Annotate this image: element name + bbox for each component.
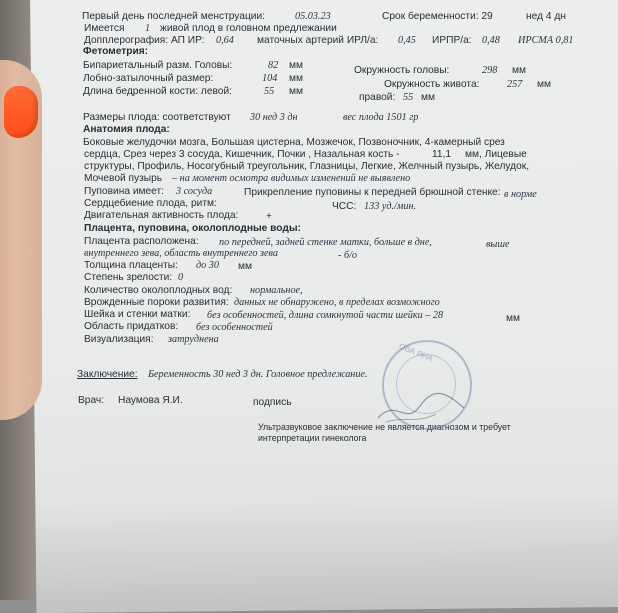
fl-left-unit: мм bbox=[289, 86, 304, 97]
stamp-text: ОВА ЯНА bbox=[397, 341, 435, 364]
thickness-label: Толщина плаценты: bbox=[84, 260, 178, 271]
fl-right-value: 55 bbox=[403, 92, 414, 103]
fluid-label: Количество околоплодных вод: bbox=[84, 285, 233, 296]
nasal-bone-unit: мм, Лицевые bbox=[465, 149, 527, 160]
bpd-label: Бипариетальный разм. Головы: bbox=[83, 60, 233, 71]
nasal-bone-value: 11,1 bbox=[432, 149, 452, 160]
doppler-irl-value: 0,45 bbox=[398, 35, 416, 46]
fetometry-title: Фетометрия: bbox=[83, 46, 149, 57]
hc-value: 298 bbox=[482, 65, 498, 76]
anatomy-title: Анатомия плода: bbox=[83, 124, 170, 135]
fl-label: Длина бедренной кости: левой: bbox=[83, 86, 232, 97]
anatomy-line-4-label: Мочевой пузырь bbox=[84, 173, 163, 184]
thickness-value: до 30 bbox=[196, 260, 219, 271]
bpd-value: 82 bbox=[268, 60, 279, 71]
cervix-unit: мм bbox=[506, 313, 521, 324]
ofd-unit: мм bbox=[289, 73, 304, 84]
hc-label: Окружность головы: bbox=[354, 65, 450, 76]
heart-label: Сердцебиение плода, ритм: bbox=[84, 198, 217, 209]
placenta-location-value-3: внутреннего зева, область внутреннего зева bbox=[84, 248, 278, 259]
ofd-label: Лобно-затылочный размер: bbox=[83, 73, 214, 84]
motor-value: + bbox=[266, 211, 272, 222]
placenta-location-value-4: - б/о bbox=[338, 250, 357, 261]
doppler-label: Допплерография: АП ИР: bbox=[84, 35, 205, 46]
weight-value: вес плода 1501 гр bbox=[343, 112, 419, 123]
doppler-irsma: ИРСМА 0,81 bbox=[518, 35, 574, 46]
doctor-name: Наумова Я.И. bbox=[118, 395, 183, 406]
doctor-signature bbox=[376, 388, 466, 428]
gest-age-label: Срок беременности: 29 bbox=[382, 11, 493, 22]
cord-label: Пуповина имеет: bbox=[84, 186, 165, 197]
fluid-value: нормальное, bbox=[250, 285, 303, 296]
maturity-label: Степень зрелости: bbox=[84, 272, 173, 283]
placenta-location-value: по передней, задней стенке матки, больше в дне, bbox=[219, 237, 432, 248]
hc-unit: мм bbox=[512, 65, 527, 76]
thickness-unit: мм bbox=[238, 261, 253, 272]
cord-value: 3 сосуда bbox=[176, 186, 213, 197]
fl-right-unit: мм bbox=[421, 92, 436, 103]
fetus-present-label: Имеется bbox=[84, 23, 125, 34]
lmp-label: Первый день последней менструации: bbox=[82, 11, 266, 22]
doppler-irpr-value: 0,48 bbox=[482, 35, 500, 46]
adnexa-label: Область придатков: bbox=[84, 321, 179, 332]
lmp-value: 05.03.23 bbox=[295, 11, 331, 22]
anatomy-line-3: структуры, Профиль, Носогубный треугольник, Глазницы, Легкие, Желчный пузырь, Желудок, bbox=[84, 161, 530, 172]
hr-label: ЧСС: bbox=[332, 201, 357, 212]
doppler-uterine-label: маточных артерий ИРЛ/а: bbox=[257, 35, 379, 46]
ac-value: 257 bbox=[507, 79, 523, 90]
anatomy-line-1: Боковые желудочки мозга, Большая цистерна, Мозжечок, Позвоночник, 4-камерный срез bbox=[83, 137, 505, 148]
fingernail bbox=[4, 86, 38, 138]
fetus-present-text: живой плод в головном предлежании bbox=[160, 23, 337, 34]
visualization-value: затруднена bbox=[168, 334, 219, 345]
doctor-label: Врач: bbox=[78, 395, 105, 406]
disclaimer-line-2: интерпретации гинеколога bbox=[258, 433, 367, 443]
doppler-irpr-label: ИРПР/а: bbox=[432, 35, 472, 46]
placenta-location-label: Плацента расположена: bbox=[84, 236, 199, 247]
anatomy-line-4-note: – на момент осмотра видимых изменений не выявлено bbox=[172, 173, 411, 184]
fl-left-value: 55 bbox=[264, 86, 275, 97]
gest-age-unit: нед 4 дн bbox=[526, 11, 566, 22]
anatomy-line-2: сердца, Срез через 3 сосуда, Кишечник, Почки , Назальная кость - bbox=[84, 149, 400, 160]
doppler-ap-value: 0,64 bbox=[216, 35, 234, 46]
conclusion-value: Беременность 30 нед 3 дн. Головное предлежание. bbox=[148, 369, 368, 380]
conclusion-label: Заключение: bbox=[77, 369, 138, 380]
adnexa-value: без особенностей bbox=[196, 322, 273, 333]
hr-value: 133 уд./мин. bbox=[364, 201, 417, 212]
defects-value: данных не обнаружено, в пределах возможного bbox=[234, 297, 440, 308]
motor-label: Двигательная активность плода: bbox=[84, 210, 239, 221]
ac-label: Окружность живота: bbox=[384, 79, 480, 90]
ac-unit: мм bbox=[537, 79, 552, 90]
signature-label: подпись bbox=[253, 397, 292, 408]
cervix-value: без особенностей, длина сомкнутой части шейки – 28 bbox=[207, 310, 444, 321]
defects-label: Врожденные пороки развития: bbox=[84, 297, 229, 308]
cervix-label: Шейка и стенки матки: bbox=[84, 309, 191, 320]
size-label: Размеры плода: соответствуют bbox=[83, 112, 231, 123]
ofd-value: 104 bbox=[262, 73, 278, 84]
cord-att-label: Прикрепление пуповины к передней брюшной стенке: bbox=[244, 187, 501, 198]
cord-att-value: в норме bbox=[504, 189, 537, 200]
fetus-count: 1 bbox=[145, 23, 151, 34]
size-value: 30 нед 3 дн bbox=[250, 112, 298, 123]
bpd-unit: мм bbox=[289, 60, 304, 71]
placenta-title: Плацента, пуповина, околоплодные воды: bbox=[84, 223, 301, 234]
visualization-label: Визуализация: bbox=[84, 334, 154, 345]
fl-right-label: правой: bbox=[359, 92, 396, 103]
placenta-location-value-2: выше bbox=[486, 239, 510, 250]
maturity-value: 0 bbox=[178, 272, 184, 283]
disclaimer-line-1: Ультразвуковое заключение не является диагнозом и требует bbox=[258, 422, 511, 432]
